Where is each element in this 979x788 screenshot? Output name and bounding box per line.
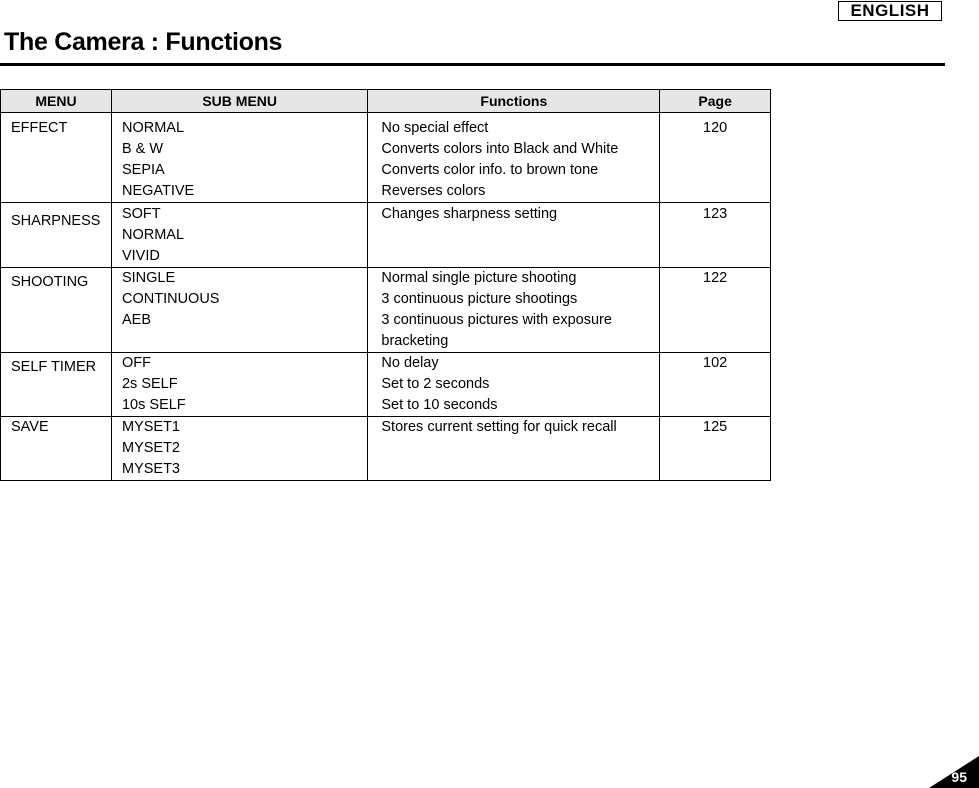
sub-menu-cell: SINGLE CONTINUOUS AEB [111,268,367,353]
page-cell: 122 [660,268,771,353]
functions-cell: Changes sharpness setting [368,203,660,268]
menu-cell: SHOOTING [1,268,112,353]
table-row [1,113,771,203]
menu-cell: SAVE [1,417,112,481]
functions-cell: No delay Set to 2 seconds Set to 10 seconds [368,353,660,417]
functions-table [0,89,771,481]
column-header-sub-menu: SUB MENU [111,90,367,113]
menu-cell: SELF TIMER [1,353,112,417]
column-header-menu: MENU [1,90,112,113]
page-cell: 123 [660,203,771,268]
page-number: 95 [951,769,967,785]
menu-cell: SHARPNESS [1,203,112,268]
sub-menu-cell: MYSET1 MYSET2 MYSET3 [111,417,367,481]
functions-cell: Normal single picture shooting 3 continuous picture shootings 3 continuous pictures with exposure bracketing [368,268,660,353]
table-row [1,203,771,268]
menu-cell: EFFECT [1,113,112,203]
table-row [1,268,771,353]
page-title: The Camera : Functions [4,28,283,56]
page-number-tab [929,756,979,788]
functions-cell: Stores current setting for quick recall [368,417,660,481]
page-cell: 120 [660,113,771,203]
functions-cell: No special effect Converts colors into Black and White Converts color info. to brown tone Reverses colors [368,113,660,203]
page-cell: 102 [660,353,771,417]
column-header-functions: Functions [368,90,660,113]
page-cell: 125 [660,417,771,481]
sub-menu-cell: SOFT NORMAL VIVID [111,203,367,268]
table-header-row [1,90,771,113]
table-row [1,353,771,417]
sub-menu-cell: OFF 2s SELF 10s SELF [111,353,367,417]
table-row [1,417,771,481]
language-badge: ENGLISH [838,1,942,21]
sub-menu-cell: NORMAL B & W SEPIA NEGATIVE [111,113,367,203]
column-header-page: Page [660,90,771,113]
title-divider [0,63,945,66]
